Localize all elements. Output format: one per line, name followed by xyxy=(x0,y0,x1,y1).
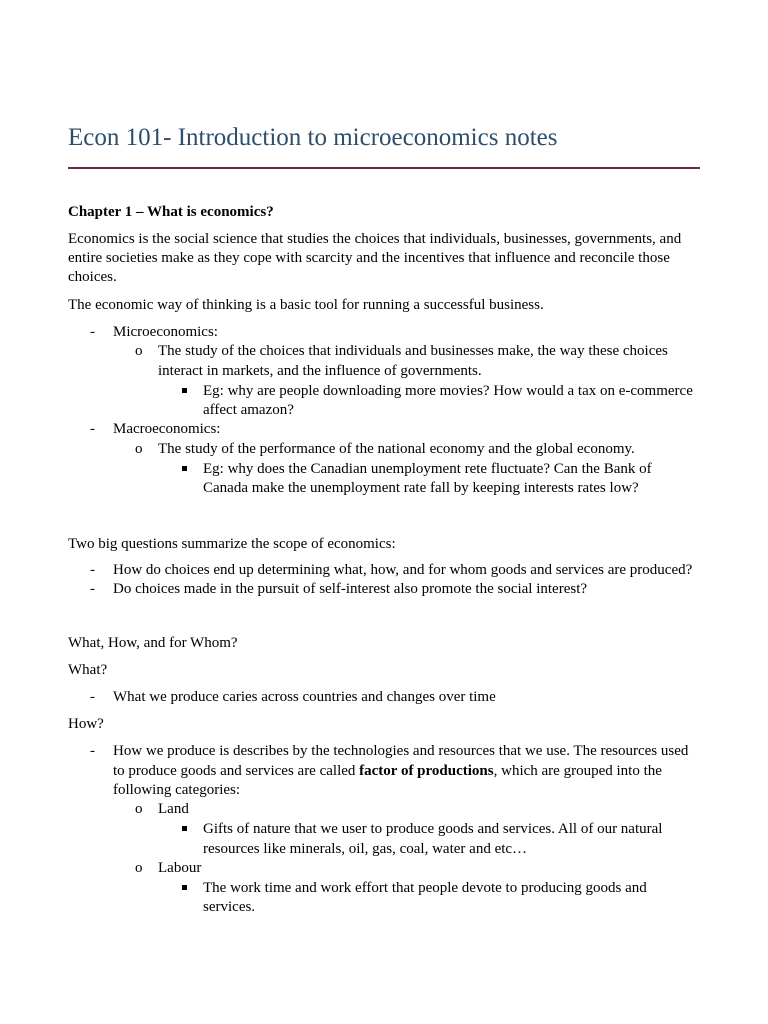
definition-line: choices. xyxy=(68,269,117,285)
macro-example-line: Eg: why does the Canadian unemployment rete fluctuate? Can the Bank of xyxy=(203,461,652,477)
circle-bullet: o xyxy=(135,343,143,359)
how-item-line: How we produce is describes by the technologies and resources that we use. The resources used xyxy=(113,743,689,759)
land-label: Land xyxy=(158,801,189,817)
dash-bullet: - xyxy=(90,689,95,705)
macro-label: Macroeconomics: xyxy=(113,421,221,437)
how-item-text: to produce goods and services are called xyxy=(113,763,360,779)
square-bullet xyxy=(182,466,187,471)
micro-label: Microeconomics: xyxy=(113,324,218,340)
title-underline xyxy=(68,167,700,169)
big-questions-intro: Two big questions summarize the scope of economics: xyxy=(68,536,396,552)
definition-line: entire societies make as they cope with scarcity and the incentives that influence and reconcile those xyxy=(68,250,670,266)
macro-desc: The study of the performance of the national economy and the global economy. xyxy=(158,441,635,457)
square-bullet xyxy=(182,826,187,831)
dash-bullet: - xyxy=(90,421,95,437)
how-label: How? xyxy=(68,716,104,732)
circle-bullet: o xyxy=(135,441,143,457)
how-item-line xyxy=(113,762,662,782)
circle-bullet: o xyxy=(135,801,143,817)
labour-label: Labour xyxy=(158,860,202,876)
what-how-whom-heading: What, How, and for Whom? xyxy=(68,635,238,651)
what-label: What? xyxy=(68,662,108,678)
chapter-heading: Chapter 1 – What is economics? xyxy=(68,204,274,220)
how-item-text: , which are grouped into the xyxy=(493,763,662,779)
micro-example-line: Eg: why are people downloading more movies? How would a tax on e-commerce xyxy=(203,383,693,399)
labour-detail-line: services. xyxy=(203,899,256,915)
dash-bullet: - xyxy=(90,581,95,597)
document-title: Econ 101- Introduction to microeconomics notes xyxy=(68,124,558,151)
dash-bullet: - xyxy=(90,562,95,578)
dash-bullet: - xyxy=(90,743,95,759)
big-question-item: How do choices end up determining what, how, and for whom goods and services are produced? xyxy=(113,562,693,578)
economic-way-paragraph: The economic way of thinking is a basic tool for running a successful business. xyxy=(68,297,544,313)
dash-bullet: - xyxy=(90,324,95,340)
macro-example-line: Canada make the unemployment rate fall by keeping interests rates low? xyxy=(203,480,639,496)
land-detail-line: Gifts of nature that we user to produce goods and services. All of our natural xyxy=(203,821,663,837)
square-bullet xyxy=(182,388,187,393)
micro-desc-line: interact in markets, and the influence of governments. xyxy=(158,363,482,379)
circle-bullet: o xyxy=(135,860,143,876)
how-item-line: following categories: xyxy=(113,782,241,798)
big-question-item: Do choices made in the pursuit of self-interest also promote the social interest? xyxy=(113,581,588,597)
factor-of-productions-term: factor of productions xyxy=(359,763,494,779)
micro-desc-line: The study of the choices that individuals and businesses make, the way these choices xyxy=(158,343,668,359)
land-detail-line: resources like minerals, oil, gas, coal, water and etc… xyxy=(203,841,528,857)
micro-example-line: affect amazon? xyxy=(203,402,294,418)
definition-line: Economics is the social science that studies the choices that individuals, businesses, governments, and xyxy=(68,231,682,247)
labour-detail-line: The work time and work effort that people devote to producing goods and xyxy=(203,880,647,896)
square-bullet xyxy=(182,885,187,890)
what-item: What we produce caries across countries and changes over time xyxy=(113,689,496,705)
